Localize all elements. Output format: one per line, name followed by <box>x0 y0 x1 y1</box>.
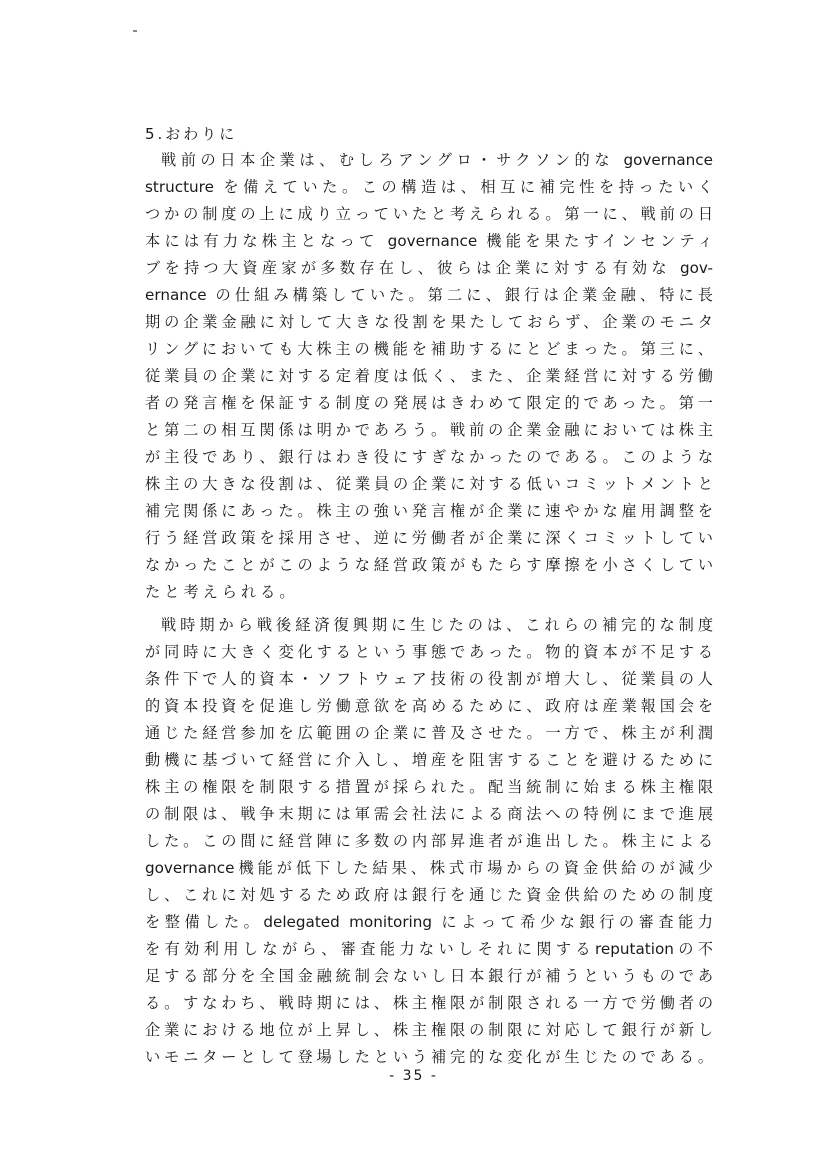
text-line: 的資本投資を促進し労働意欲を高めるために、政府は産業報国会を <box>145 697 713 715</box>
text-line: たと考えられる。 <box>145 583 299 601</box>
text-line: 足する部分を全国金融統制会ないし日本銀行が補うというものであ <box>145 967 713 985</box>
text-line: 者の発言権を保証する制度の発展はきわめて限定的であった。第一 <box>145 394 713 412</box>
text-line: なかったことがこのような経営政策がもたらす摩擦を小さくしてい <box>145 556 713 574</box>
text-line: し、これに対処するため政府は銀行を通じた資金供給のための制度 <box>145 886 713 904</box>
text-line: が同時に大きく変化するという事態であった。物的資本が不足する <box>145 643 713 661</box>
text-line: つかの制度の上に成り立っていたと考えられる。第一に、戦前の日 <box>145 205 713 223</box>
body-text <box>145 147 713 1071</box>
text-line: を有効利用しながら、審査能力ないしそれに関するreputationの不 <box>145 940 713 958</box>
text-line: 行う経営政策を採用させ、逆に労働者が企業に深くコミットしてい <box>145 529 713 547</box>
text-line: 期の企業金融に対して大きな役割を果たしておらず、企業のモニタ <box>145 313 713 331</box>
text-line: と第二の相互関係は明かであろう。戦前の企業金融においては株主 <box>145 421 713 439</box>
text-line: いモニターとして登場したという補完的な変化が生じたのである。 <box>145 1048 713 1066</box>
text-line: 条件下で人的資本・ソフトウェア技術の役割が増大し、従業員の人 <box>145 670 713 688</box>
text-line: 戦前の日本企業は、むしろアングロ・サクソン的な governance <box>161 151 713 169</box>
text-line: ernance の仕組み構築していた。第二に、銀行は企業金融、特に長 <box>145 286 713 304</box>
page-number: - 35 - <box>389 1068 438 1084</box>
text-line: 通じた経営参加を広範囲の企業に普及させた。一方で、株主が利潤 <box>145 724 713 742</box>
text-line: 企業における地位が上昇し、株主権限の制限に対応して銀行が新し <box>145 1021 713 1039</box>
text-line: 補完関係にあった。株主の強い発言権が企業に速やかな雇用調整を <box>145 502 713 520</box>
text-line: 戦時期から戦後経済復興期に生じたのは、これらの補完的な制度 <box>161 616 713 634</box>
text-line: governance機能が低下した結果、株式市場からの資金供給のが減少 <box>145 859 713 877</box>
text-line: の制限は、戦争末期には軍需会社法による商法への特例にまで進展 <box>145 805 713 823</box>
text-line: structure を備えていた。この構造は、相互に補完性を持ったいく <box>145 178 713 196</box>
text-line: 従業員の企業に対する定着度は低く、また、企業経営に対する労働 <box>145 367 713 385</box>
text-line: 株主の大きな役割は、従業員の企業に対する低いコミットメントと <box>145 475 713 493</box>
text-line: した。この間に経営陣に多数の内部昇進者が進出した。株主による <box>145 832 713 850</box>
text-line: る。すなわち、戦時期には、株主権限が制限される一方で労働者の <box>145 994 713 1012</box>
scan-mark <box>133 30 137 32</box>
text-line: 本には有力な株主となって governance 機能を果たすインセンティ <box>145 232 713 250</box>
text-line: 株主の権限を制限する措置が採られた。配当統制に始まる株主権限 <box>145 778 713 796</box>
text-line: を整備した。delegated monitoring によって希少な銀行の審査能力 <box>145 913 713 931</box>
text-line: が主役であり、銀行はわき役にすぎなかったのである。このような <box>145 448 713 466</box>
section-heading: 5.おわりに <box>145 125 238 143</box>
text-line: 動機に基づいて経営に介入し、増産を阻害することを避けるために <box>145 751 713 769</box>
text-line: ブを持つ大資産家が多数存在し、彼らは企業に対する有効な gov- <box>145 259 713 277</box>
text-line: リングにおいても大株主の機能を補助するにとどまった。第三に、 <box>145 340 713 358</box>
